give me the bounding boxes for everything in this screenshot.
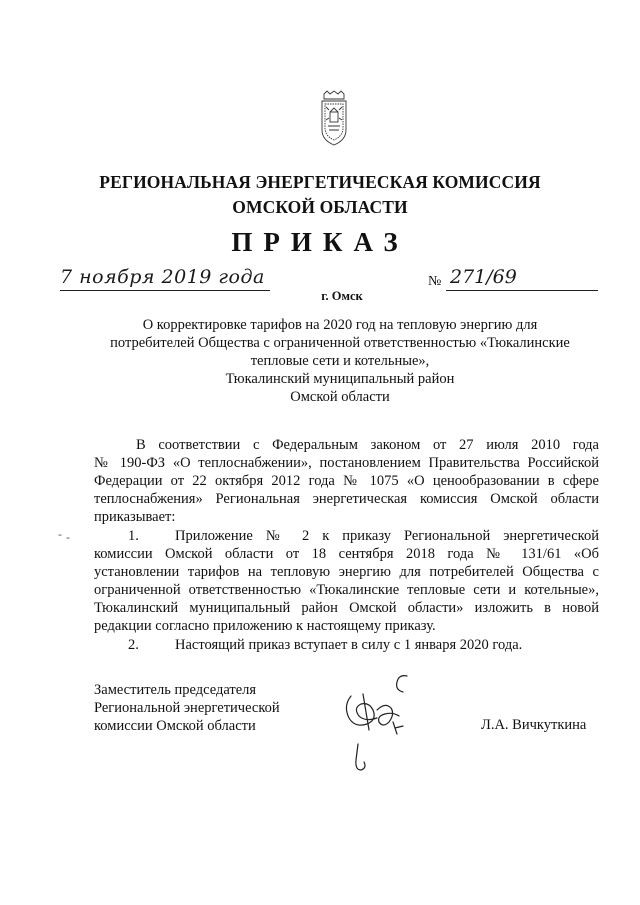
item-continuation-line: редакции согласно приложению к настоящему приказу. bbox=[94, 618, 436, 634]
coat-of-arms-icon bbox=[318, 90, 350, 148]
signer-position-line: Заместитель председателя bbox=[94, 682, 257, 698]
signer-name: Л.А. Вичкуткина bbox=[481, 717, 587, 733]
handwritten-initial-icon bbox=[352, 742, 370, 774]
item-continuation-line: Тюкалинский муниципальный район Омской области» изложить в новой bbox=[94, 600, 599, 616]
signer-position-line: комиссии Омской области bbox=[94, 718, 256, 734]
margin-mark: - bbox=[66, 530, 70, 544]
margin-mark: - bbox=[58, 527, 62, 541]
preamble-line: приказывает: bbox=[94, 509, 176, 525]
item-continuation-line: установлении тарифов на тепловую энергию для потребителей Общества с bbox=[94, 564, 599, 580]
handwritten-signature-icon bbox=[333, 672, 423, 736]
item-number: 2. bbox=[128, 637, 139, 653]
signer-position-line: Региональной энергетической bbox=[94, 700, 280, 716]
item-first-line: Настоящий приказ вступает в силу с 1 января 2020 года. bbox=[175, 637, 523, 653]
organization-name: РЕГИОНАЛЬНАЯ ЭНЕРГЕТИЧЕСКАЯ КОМИССИЯ bbox=[99, 172, 541, 192]
preamble-line: теплоснабжения» Региональная энергетическая комиссия Омской области bbox=[94, 491, 599, 507]
item-number: 1. bbox=[128, 528, 139, 544]
subject-line: О корректировке тарифов на 2020 год на тепловую энергию для bbox=[142, 317, 538, 333]
subject-line: тепловые сети и котельные», bbox=[250, 353, 430, 369]
city-label: г. Омск bbox=[321, 289, 363, 303]
order-date-handwritten: 7 ноября 2019 года bbox=[60, 266, 265, 288]
item-continuation-line: ограниченной ответственностью «Тюкалинские тепловые сети и котельные», bbox=[94, 582, 599, 598]
item-first-line: Приложение № 2 к приказу Региональной энергетической bbox=[175, 528, 599, 544]
item-continuation-line: комиссии Омской области от 18 сентября 2018 года № 131/61 «Об bbox=[94, 546, 599, 562]
order-number-handwritten: 271/69 bbox=[450, 266, 517, 288]
preamble-line: В соответствии с Федеральным законом от 27 июля 2010 года bbox=[136, 437, 599, 453]
number-sign: № bbox=[428, 274, 442, 289]
organization-region: ОМСКОЙ ОБЛАСТИ bbox=[232, 197, 408, 217]
subject-line: Тюкалинский муниципальный район bbox=[225, 371, 455, 387]
subject-line: потребителей Общества с ограниченной ответственностью «Тюкалинские bbox=[110, 335, 570, 351]
preamble-line: Федерации от 22 октября 2012 года № 1075 «О ценообразовании в сфере bbox=[94, 473, 599, 489]
preamble-line: № 190-ФЗ «О теплоснабжении», постановлением Правительства Российской bbox=[94, 455, 599, 471]
document-type-title: ПРИКАЗ bbox=[231, 227, 409, 257]
subject-line: Омской области bbox=[290, 389, 390, 405]
